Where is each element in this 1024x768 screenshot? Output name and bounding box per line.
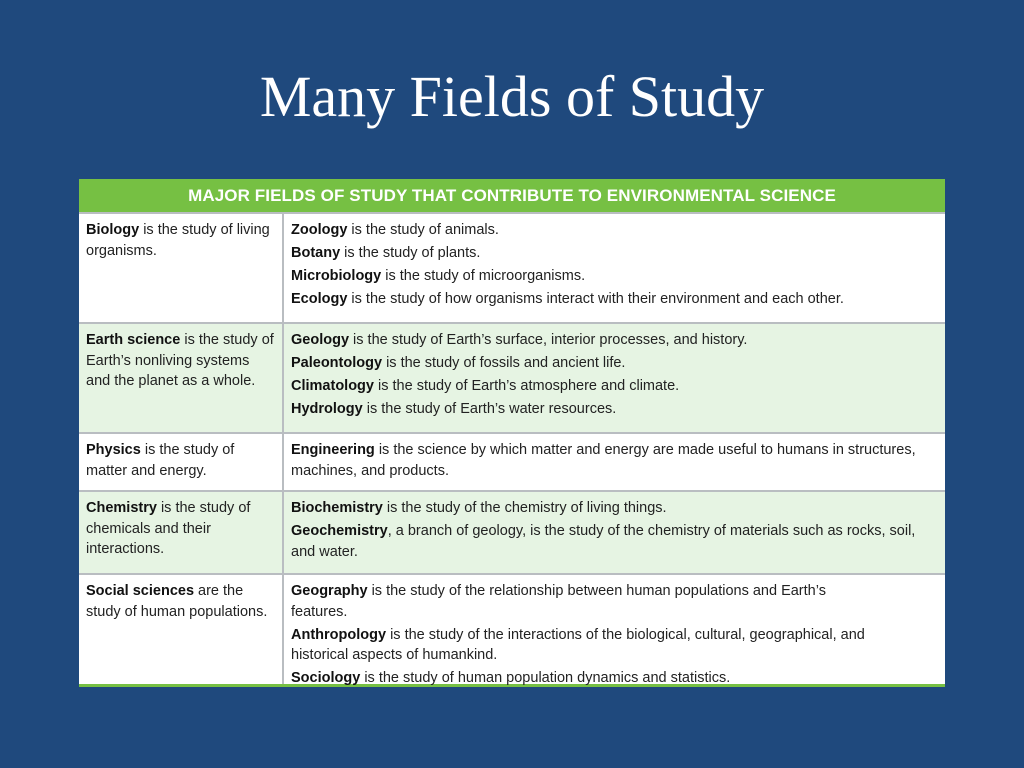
subfield-desc: is the study of how organisms interact with their environment and each other. <box>347 291 844 307</box>
subfield-desc: is the study of animals. <box>347 222 499 238</box>
table-row-physics <box>79 432 945 490</box>
field-term: Earth science <box>86 332 181 348</box>
field-term: Social sciences <box>86 583 195 599</box>
subfield-term: Zoology <box>291 222 348 238</box>
subfield-desc: is the study of Earth’s atmosphere and climate. <box>373 378 680 394</box>
subfield-term: Anthropology <box>291 626 387 643</box>
subfield-term: Climatology <box>291 378 374 394</box>
field-desc: are the study of human populations. <box>86 583 268 620</box>
subfield-term: Biochemistry <box>291 500 383 516</box>
subfield-entry <box>291 330 935 351</box>
subfield-term: Geology <box>291 332 350 348</box>
field-term: Biology <box>86 222 140 238</box>
subfield-term: Sociology <box>291 670 361 686</box>
subfield-term: Ecology <box>291 291 348 307</box>
subfield-entry <box>291 581 885 622</box>
subfield-entry <box>291 353 935 374</box>
table-row-earth-science <box>79 322 945 432</box>
field-desc: is the study of matter and energy. <box>86 442 235 479</box>
field-cell <box>79 575 284 684</box>
fields-table <box>79 179 945 687</box>
field-cell <box>79 214 284 322</box>
table-header: MAJOR FIELDS OF STUDY THAT CONTRIBUTE TO ENVIRONMENTAL SCIENCE <box>79 179 945 212</box>
subfield-entry <box>291 521 935 562</box>
subfield-desc: is the study of the chemistry of living things. <box>382 500 667 516</box>
subfield-entry <box>291 266 935 287</box>
subfield-desc: is the study of fossils and ancient life. <box>382 355 626 371</box>
slide-title: Many Fields of Study <box>259 64 765 129</box>
subfield-entry <box>291 668 885 689</box>
subfield-entry <box>291 440 935 481</box>
field-desc: is the study of Earth’s nonliving systems and the planet as a whole. <box>86 332 274 389</box>
subfield-entry <box>291 399 935 420</box>
subfield-entry <box>291 220 935 241</box>
table-row-biology <box>79 212 945 322</box>
field-cell <box>79 434 284 490</box>
field-desc: is the study of living organisms. <box>86 222 270 259</box>
subfield-entry <box>291 289 935 310</box>
subfield-desc: , a branch of geology, is the study of the chemistry of materials such as rocks, soil, and water. <box>291 523 916 560</box>
subfield-entry <box>291 625 885 666</box>
subfields-cell <box>284 575 945 684</box>
field-desc: is the study of chemicals and their interactions. <box>86 500 251 557</box>
subfield-term: Engineering <box>291 442 375 458</box>
subfield-term: Botany <box>291 245 341 261</box>
subfield-desc: is the study of human population dynamics and statistics. <box>360 670 731 686</box>
field-cell <box>79 492 284 573</box>
subfield-desc: is the study of Earth’s surface, interior processes, and history. <box>349 332 748 348</box>
field-term: Physics <box>86 442 141 458</box>
subfield-term: Hydrology <box>291 401 363 417</box>
subfields-cell <box>284 492 945 573</box>
subfield-term: Geochemistry <box>291 523 388 539</box>
subfields-cell <box>284 324 945 432</box>
subfield-term: Paleontology <box>291 355 383 371</box>
subfield-entry <box>291 243 935 264</box>
subfield-desc: is the study of Earth’s water resources. <box>362 401 617 417</box>
subfield-desc: is the study of plants. <box>340 245 481 261</box>
subfield-term: Geography <box>291 583 368 599</box>
subfields-cell <box>284 214 945 322</box>
subfield-entry <box>291 498 935 519</box>
subfield-desc: is the science by which matter and energy are made useful to humans in structures, machines, and products. <box>291 442 916 479</box>
table-row-chemistry <box>79 490 945 573</box>
field-term: Chemistry <box>86 500 157 516</box>
subfield-desc: is the study of microorganisms. <box>381 268 586 284</box>
subfield-desc: is the study of the relationship between human populations and Earth’s features. <box>291 583 826 620</box>
subfield-term: Microbiology <box>291 268 382 284</box>
subfield-desc: is the study of the interactions of the biological, cultural, geographical, and historical aspects of humankind. <box>291 626 865 663</box>
table-row-social-sciences <box>79 573 945 684</box>
subfields-cell <box>284 434 945 490</box>
subfield-entry <box>291 376 935 397</box>
field-cell <box>79 324 284 432</box>
